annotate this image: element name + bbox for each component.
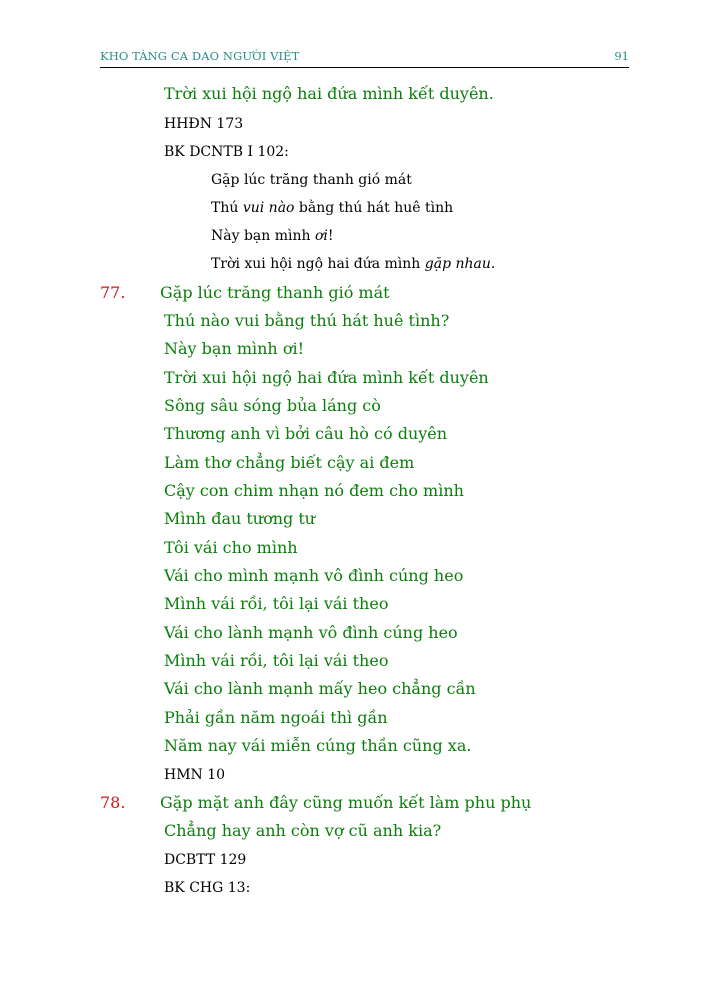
source-reference: BK DCNTB I 102: bbox=[164, 144, 289, 160]
poem-number: 77. bbox=[100, 283, 126, 302]
source-reference: BK CHG 13: bbox=[164, 880, 251, 896]
verse-line: Thú nào vui bằng thú hát huê tình? bbox=[164, 311, 450, 330]
verse-line: Năm nay vái miễn cúng thần cũng xa. bbox=[164, 736, 472, 755]
verse-line: Gặp lúc trăng thanh gió mát bbox=[160, 283, 390, 302]
verse-line: Trời xui hội ngộ hai đứa mình kết duyên bbox=[164, 368, 489, 387]
verse-line: Mình vái rồi, tôi lại vái theo bbox=[164, 594, 389, 613]
verse-line: Trời xui hội ngộ hai đứa mình kết duyên. bbox=[164, 84, 494, 103]
verse-line: Mình đau tương tư bbox=[164, 509, 316, 528]
variant-line: Thú vui nào bằng thú hát huê tình bbox=[211, 200, 454, 216]
verse-line: Mình vái rồi, tôi lại vái theo bbox=[164, 651, 389, 670]
page-number: 91 bbox=[614, 49, 629, 63]
poem-number: 78. bbox=[100, 793, 126, 812]
verse-line: Vái cho lành mạnh vô đình cúng heo bbox=[164, 623, 458, 642]
book-title: KHO TÀNG CA DAO NGƯỜI VIỆT bbox=[100, 49, 300, 63]
source-reference: HHĐN 173 bbox=[164, 116, 244, 132]
verse-line: Thương anh vì bởi câu hò có duyên bbox=[164, 424, 448, 443]
variant-line: Gặp lúc trăng thanh gió mát bbox=[211, 172, 412, 188]
variant-line: Trời xui hội ngộ hai đứa mình gặp nhau. bbox=[211, 256, 496, 272]
verse-line: Tôi vái cho mình bbox=[164, 538, 298, 557]
verse-line: Chẳng hay anh còn vợ cũ anh kia? bbox=[164, 821, 442, 840]
verse-line: Cậy con chim nhạn nó đem cho mình bbox=[164, 481, 464, 500]
verse-line: Sông sâu sóng bủa láng cò bbox=[164, 396, 381, 415]
page-header bbox=[100, 48, 629, 68]
verse-line: Vái cho lành mạnh mấy heo chẳng cần bbox=[164, 679, 476, 698]
verse-line: Phải gần năm ngoái thì gần bbox=[164, 708, 388, 727]
verse-line: Làm thơ chẳng biết cậy ai đem bbox=[164, 453, 415, 472]
variant-line: Này bạn mình ơi! bbox=[211, 228, 334, 244]
verse-line: Này bạn mình ơi! bbox=[164, 339, 304, 358]
verse-line: Vái cho mình mạnh vô đình cúng heo bbox=[164, 566, 464, 585]
verse-line: Gặp mặt anh đây cũng muốn kết làm phu phụ bbox=[160, 793, 532, 812]
source-reference: DCBTT 129 bbox=[164, 852, 247, 868]
source-reference: HMN 10 bbox=[164, 767, 226, 783]
